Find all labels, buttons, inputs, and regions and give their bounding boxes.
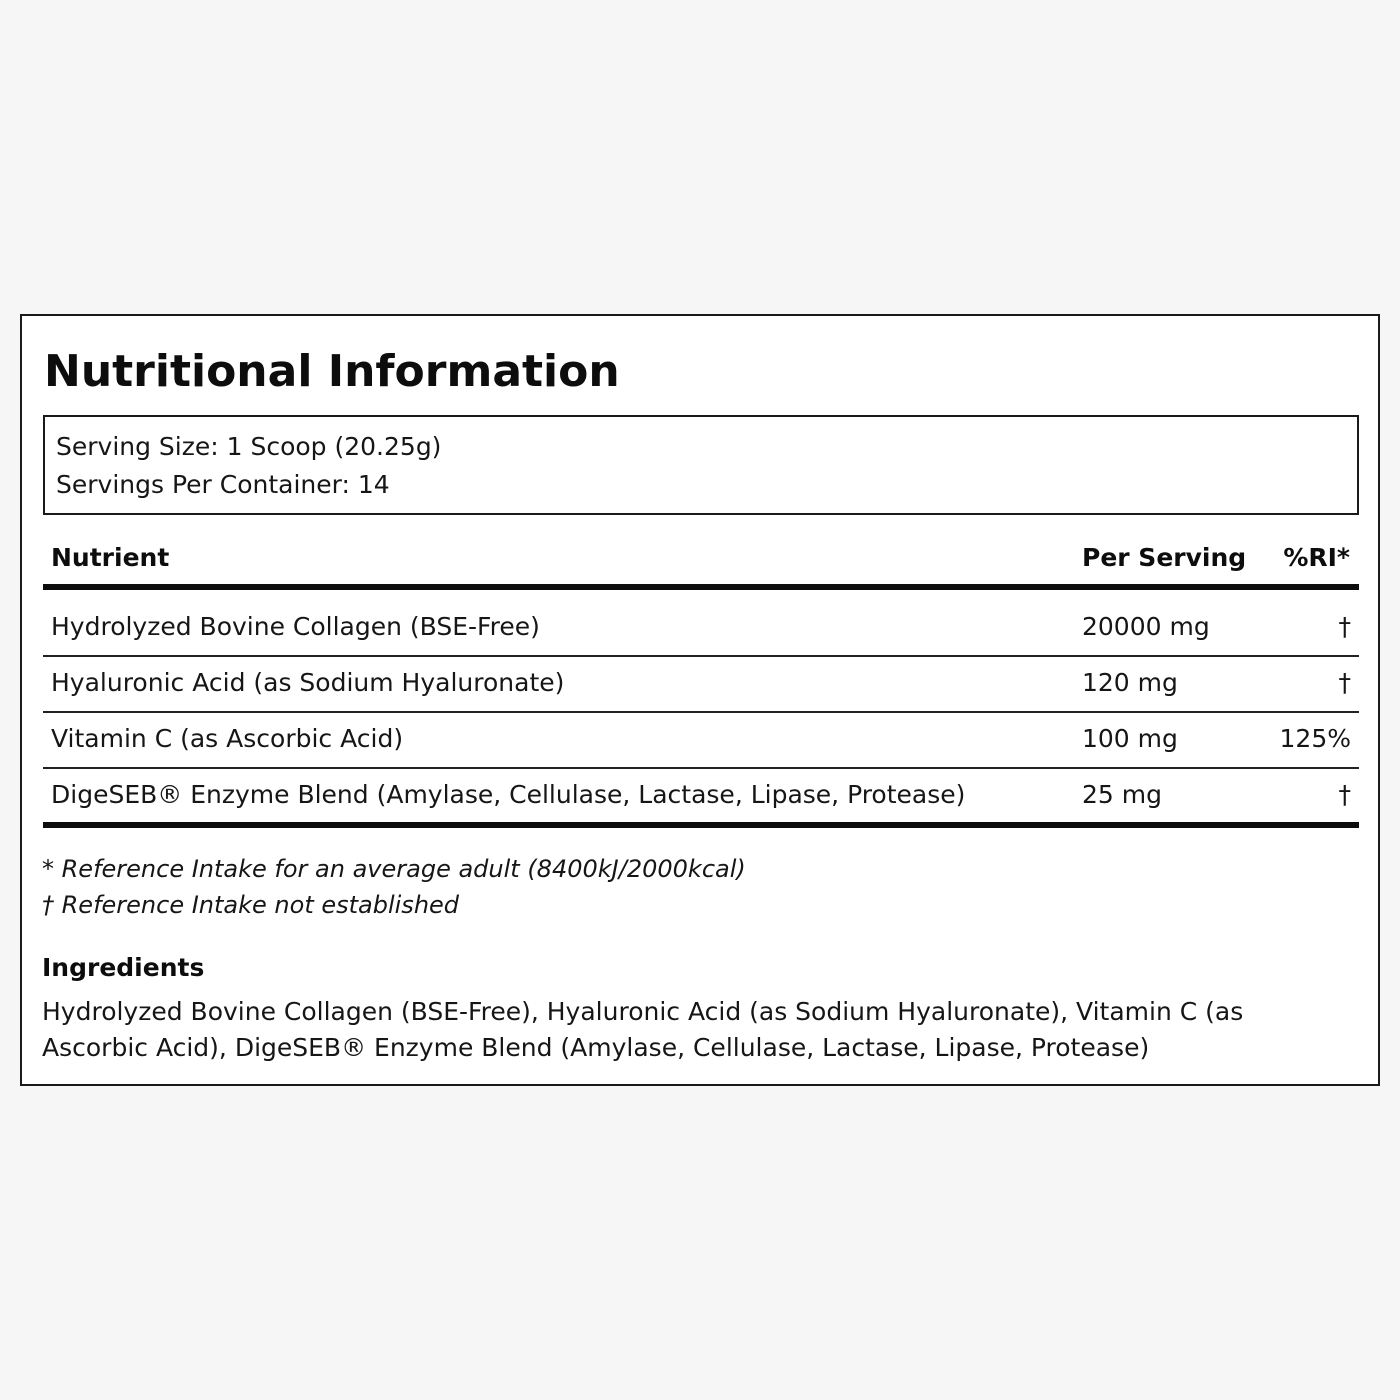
header-per-serving: Per Serving — [1082, 543, 1247, 572]
nutrient-amount: 120 mg — [1082, 668, 1178, 697]
panel-title: Nutritional Information — [44, 346, 620, 397]
nutrient-amount: 20000 mg — [1082, 612, 1210, 641]
table-bottom-rule — [43, 822, 1359, 828]
nutrient-ri: † — [1338, 780, 1351, 809]
nutrient-name: Vitamin C (as Ascorbic Acid) — [51, 724, 404, 753]
header-ri: %RI* — [1283, 543, 1350, 572]
nutrient-ri: † — [1338, 668, 1351, 697]
nutrient-ri: 125% — [1279, 724, 1351, 753]
footnote-reference-intake: * Reference Intake for an average adult (8400kJ/2000kcal) — [42, 855, 746, 883]
footnote-not-established: † Reference Intake not established — [42, 891, 460, 919]
nutrient-name: Hyaluronic Acid (as Sodium Hyaluronate) — [51, 668, 565, 697]
table-row — [43, 712, 1359, 766]
nutrient-amount: 25 mg — [1082, 780, 1162, 809]
serving-size: Serving Size: 1 Scoop (20.25g) — [56, 432, 442, 461]
nutrient-amount: 100 mg — [1082, 724, 1178, 753]
nutrient-ri: † — [1338, 612, 1351, 641]
servings-per-container: Servings Per Container: 14 — [56, 470, 390, 499]
table-row — [43, 656, 1359, 710]
nutrient-name: DigeSEB® Enzyme Blend (Amylase, Cellulase, Lactase, Lipase, Protease) — [51, 780, 966, 809]
header-divider — [43, 584, 1359, 590]
serving-info-box — [43, 415, 1359, 515]
table-row — [43, 768, 1359, 822]
header-nutrient: Nutrient — [51, 543, 170, 572]
ingredients-text: Hydrolyzed Bovine Collagen (BSE-Free), Hyaluronic Acid (as Sodium Hyaluronate), Vitamin C (as Ascorbic Acid), DigeSEB® Enzyme Blend (Amylase, Cellulase, Lactase, Lipase, Protease) — [42, 997, 1244, 1062]
ingredients-heading: Ingredients — [42, 953, 205, 982]
table-row — [43, 600, 1359, 654]
nutrition-panel — [20, 314, 1380, 1086]
nutrient-name: Hydrolyzed Bovine Collagen (BSE-Free) — [51, 612, 540, 641]
